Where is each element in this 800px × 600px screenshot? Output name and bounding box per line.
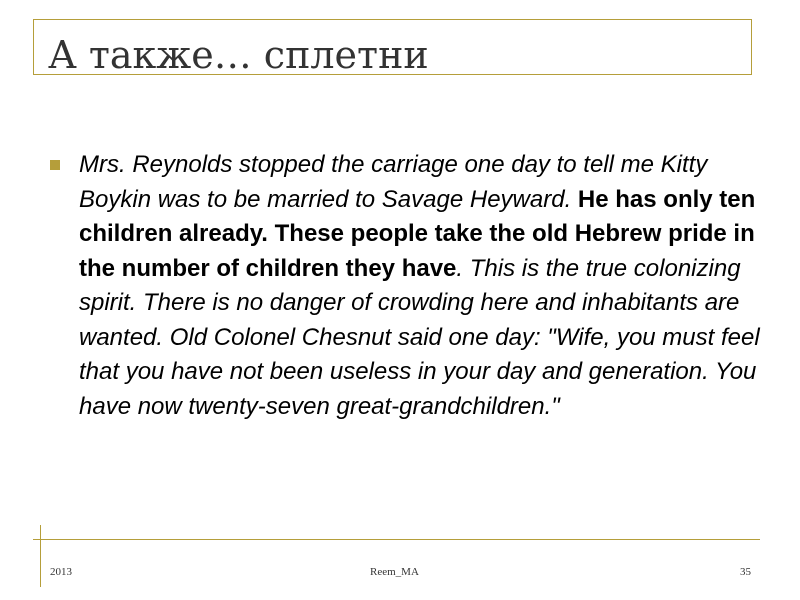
bullet-text (79, 148, 769, 424)
text-segment-intro: Mrs. Reynolds stopped the carriage one day to tell me Kitty Boykin was to be married to Savage Heyward. (79, 151, 708, 213)
frame-top-line (33, 19, 752, 20)
footer-author: Reem_MA (370, 566, 419, 578)
frame-right-line (751, 19, 752, 74)
footer-page-number: 35 (740, 566, 751, 578)
bullet-square-icon (50, 160, 60, 170)
frame-bottom-left-line (40, 525, 41, 587)
footer-year: 2013 (50, 566, 72, 578)
slide-title: А также… сплетни (48, 33, 429, 77)
text-segment-bold: He has only ten children already. These people take the old Hebrew pride in the number of children they have (79, 185, 756, 282)
footer-line (33, 539, 760, 540)
frame-left-line (33, 19, 34, 74)
text-segment-rest: . This is the true colonizing spirit. There is no danger of crowding here and inhabitants are wanted. Old Colonel Chesnut said one day: "Wife, you must feel that you have not been useless in your day and generation. You have now twenty-seven great-grandchildren." (79, 254, 760, 420)
